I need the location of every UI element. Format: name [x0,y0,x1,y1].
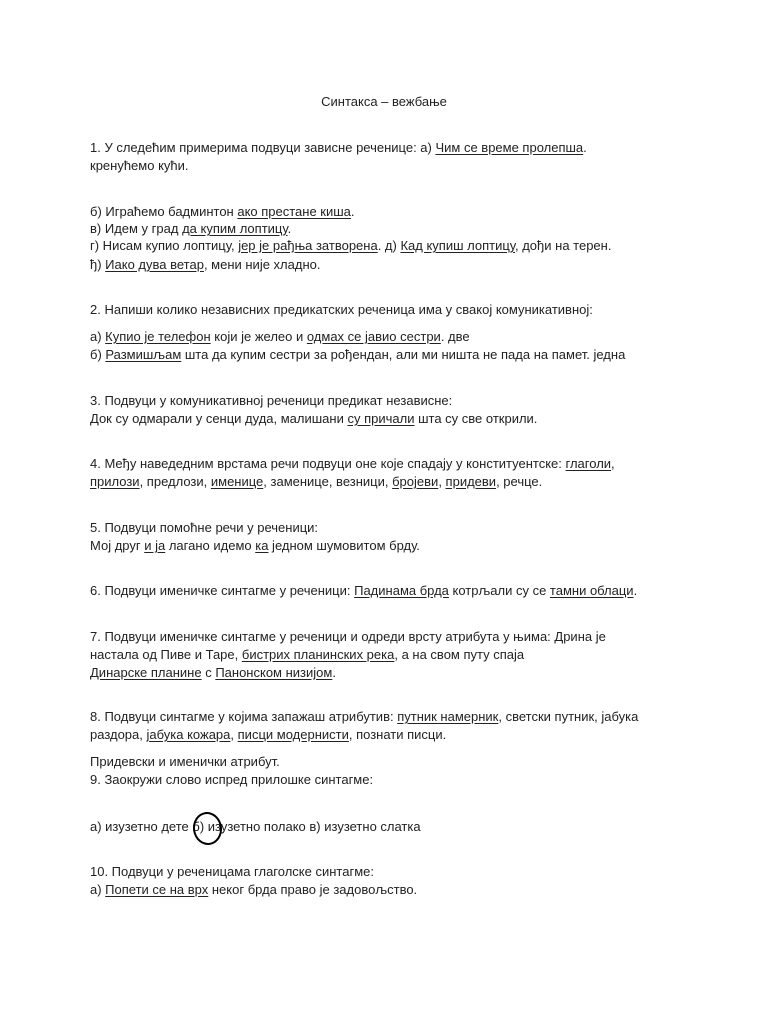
ex1-item-v: в) Идем у град да купим лоптицу. [90,221,292,236]
ex1-question-line2: кренућемо кући. [90,158,189,173]
ex1-item-dj: ђ) Иако дува ветар, мени није хладно. [90,257,321,272]
ex10-sentence: а) Попети се на врх неког брда право је задовољство. [90,882,418,897]
answer-circle-mark [191,810,224,847]
ex6-question: 6. Подвуци именичке синтагме у реченици: Падинама брда котрљали су се тамни облаци. [90,583,638,598]
ex2-item-b: б) Размишљам шта да купим сестри за рођендан, али ми ништа не пада на памет. једна [90,347,626,362]
ex7-question: 7. Подвуци именичке синтагме у реченици и одреди врсту атрибута у њима: Дрина је [90,629,606,644]
ex4-question: 4. Међу наведедним врстама речи подвуци оне које спадају у конституентске: глаголи, [90,456,615,471]
ex2-item-a: а) Купио је телефон који је желео и одмах се јавио сестри. две [90,329,470,344]
ex1-item-b: б) Играћемо бадминтон ако престане киша. [90,204,355,219]
ex7-line2: настала од Пиве и Таре, бистрих планинских река, а на свом путу спаја [90,647,525,662]
ex4-word-list: прилози, предлози, именице, заменице, везници, бројеви, придеви, речце. [90,474,543,489]
page-title: Синтакса – вежбање [321,94,447,109]
ex8-question: 8. Подвуци синтагме у којима запажаш атрибутив: путник намерник, светски путник, јабука [90,709,639,724]
ex5-question: 5. Подвуци помоћне речи у реченици: [90,520,319,535]
ex5-sentence: Мој друг и ја лагано идемо ка једном шумовитом брду. [90,538,420,553]
ex2-question: 2. Напиши колико независних предикатских реченица има у свакој комуникативној: [90,302,593,317]
ex10-question: 10. Подвуци у реченицама глаголске синтагме: [90,864,374,879]
ex9-options: а) изузетно дете б) изузетно полако в) изузетно слатка [90,819,421,834]
ex7-line3: Динарске планине с Панонском низијом. [90,665,336,680]
ex8-answer: Придевски и именички атрибут. [90,754,280,769]
ex8-line2: раздора, јабука кожара, писци модернисти, познати писци. [90,727,447,742]
ex1-item-g-d: г) Нисам купио лоптицу, јер је рађња затворена. д) Кад купиш лоптицу, дођи на терен. [90,238,612,253]
ex1-question: 1. У следећим примерима подвуци зависне реченице: а) Чим се време пролепша. [90,140,587,155]
ex3-sentence: Док су одмарали у сенци дуда, малишани су причали шта су све открили. [90,411,538,426]
ex9-question: 9. Заокружи слово испред прилошке синтагме: [90,772,374,787]
ex3-question: 3. Подвуци у комуникативној реченици предикат независне: [90,393,453,408]
